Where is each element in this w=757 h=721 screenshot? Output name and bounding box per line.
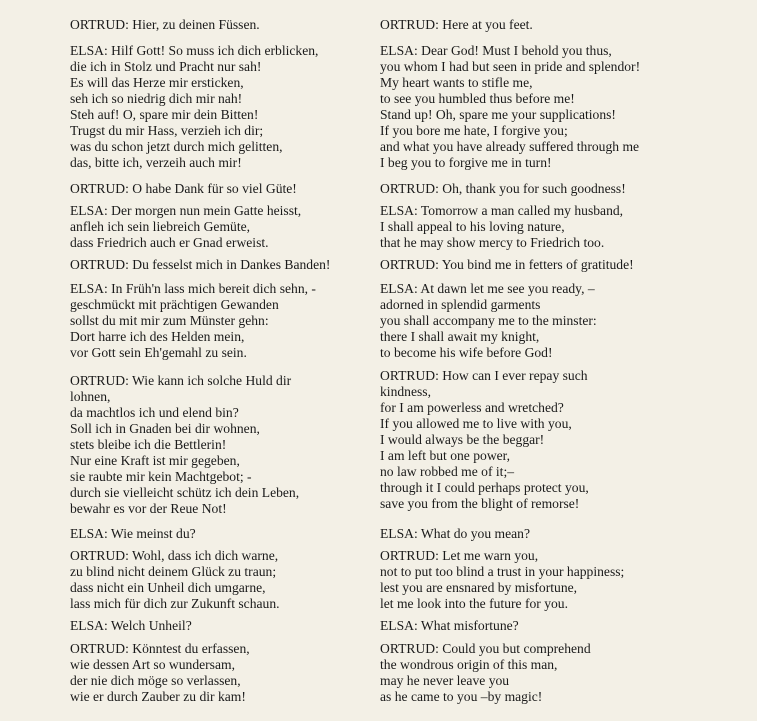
german-line: Soll ich in Gnaden bei dir wohnen, (70, 421, 260, 436)
german-line: anfleh ich sein liebreich Gemüte, (70, 219, 251, 234)
german-line: Steh auf! O, spare mir dein Bitten! (70, 107, 259, 122)
english-line: ELSA: Tomorrow a man called my husband, (380, 203, 624, 218)
german-line: geschmückt mit prächtigen Gewanden (70, 297, 279, 312)
german-line: stets bleibe ich die Bettlerin! (70, 437, 227, 452)
german-line: wie dessen Art so wundersam, (70, 657, 235, 672)
german-line: ELSA: Wie meinst du? (70, 526, 196, 541)
english-line: Stand up! Oh, spare me your supplications! (380, 107, 616, 122)
english-line: you whom I had but seen in pride and splendor! (380, 59, 641, 74)
english-line: adorned in splendid garments (380, 297, 541, 312)
english-line: let me look into the future for you. (380, 596, 569, 611)
english-line: that he may show mercy to Friedrich too. (380, 235, 605, 250)
english-line: If you allowed me to live with you, (380, 416, 572, 431)
german-line: Nur eine Kraft ist mir gegeben, (70, 453, 240, 468)
german-line: vor Gott sein Eh'gemahl zu sein. (70, 345, 247, 360)
german-line: ELSA: Hilf Gott! So muss ich dich erblicken, (70, 43, 319, 58)
german-line: sollst du mit mir zum Münster gehn: (70, 313, 269, 328)
english-line: lest you are ensnared by misfortune, (380, 580, 578, 595)
english-line: no law robbed me of it;– (380, 464, 515, 479)
german-line: ELSA: Der morgen nun mein Gatte heisst, (70, 203, 302, 218)
english-line: I would always be the beggar! (380, 432, 545, 447)
english-line: ELSA: What misfortune? (380, 618, 519, 633)
english-line: I beg you to forgive me in turn! (380, 155, 552, 170)
english-line: ORTRUD: Could you but comprehend (380, 641, 591, 656)
english-line: ELSA: Dear God! Must I behold you thus, (380, 43, 612, 58)
english-line: ORTRUD: Here at you feet. (380, 17, 533, 32)
english-line: My heart wants to stifle me, (380, 75, 533, 90)
german-line: seh ich so niedrig dich mir nah! (70, 91, 243, 106)
german-line: dass Friedrich auch er Gnad erweist. (70, 235, 269, 250)
german-line: ELSA: In Früh'n lass mich bereit dich sehn, - (70, 281, 316, 296)
german-line: zu blind nicht deinem Glück zu traun; (70, 564, 277, 579)
english-line: there I shall await my knight, (380, 329, 540, 344)
english-line: kindness, (380, 384, 431, 399)
english-line: save you from the blight of remorse! (380, 496, 580, 511)
german-line: der nie dich möge so verlassen, (70, 673, 241, 688)
english-line: ORTRUD: Let me warn you, (380, 548, 539, 563)
german-line: ORTRUD: Hier, zu deinen Füssen. (70, 17, 260, 32)
english-line: I shall appeal to his loving nature, (380, 219, 565, 234)
english-line: as he came to you –by magic! (380, 689, 543, 704)
english-line: you shall accompany me to the minster: (380, 313, 597, 328)
german-line: Trugst du mir Hass, verzieh ich dir; (70, 123, 264, 138)
german-line: durch sie vielleicht schütz ich dein Leben, (70, 485, 300, 500)
german-line: was du schon jetzt durch mich gelitten, (70, 139, 283, 154)
german-line: bewahr es vor der Reue Not! (70, 501, 227, 516)
german-line: da machtlos ich und elend bin? (70, 405, 239, 420)
german-line: dass nicht ein Unheil dich umgarne, (70, 580, 266, 595)
german-line: die ich in Stolz und Pracht nur sah! (70, 59, 262, 74)
english-line: to become his wife before God! (380, 345, 553, 360)
english-line: ORTRUD: How can I ever repay such (380, 368, 588, 383)
english-line: ORTRUD: Oh, thank you for such goodness! (380, 181, 626, 196)
english-line: to see you humbled thus before me! (380, 91, 575, 106)
german-line: ORTRUD: Du fesselst mich in Dankes Banden! (70, 257, 331, 272)
english-line: the wondrous origin of this man, (380, 657, 558, 672)
english-line: not to put too blind a trust in your happiness; (380, 564, 625, 579)
german-line: wie er durch Zauber zu dir kam! (70, 689, 246, 704)
english-line: ELSA: At dawn let me see you ready, – (380, 281, 595, 296)
english-line: and what you have already suffered through me (380, 139, 640, 154)
english-line: ORTRUD: You bind me in fetters of gratitude! (380, 257, 634, 272)
german-line: ORTRUD: Könntest du erfassen, (70, 641, 250, 656)
english-line: I am left but one power, (380, 448, 511, 463)
german-line: ORTRUD: O habe Dank für so viel Güte! (70, 181, 297, 196)
german-line: sie raubte mir kein Machtgebot; - (70, 469, 252, 484)
german-line: Dort harre ich des Helden mein, (70, 329, 245, 344)
english-line: may he never leave you (380, 673, 510, 688)
english-line: ELSA: What do you mean? (380, 526, 531, 541)
german-line: ORTRUD: Wohl, dass ich dich warne, (70, 548, 279, 563)
german-line: ORTRUD: Wie kann ich solche Huld dir (70, 373, 292, 388)
english-line: for I am powerless and wretched? (380, 400, 564, 415)
german-line: das, bitte ich, verzeih auch mir! (70, 155, 242, 170)
english-line: through it I could perhaps protect you, (380, 480, 589, 495)
german-line: lass mich für dich zur Zukunft schaun. (70, 596, 280, 611)
german-line: lohnen, (70, 389, 111, 404)
english-line: If you bore me hate, I forgive you; (380, 123, 568, 138)
german-line: ELSA: Welch Unheil? (70, 618, 192, 633)
german-line: Es will das Herze mir ersticken, (70, 75, 244, 90)
